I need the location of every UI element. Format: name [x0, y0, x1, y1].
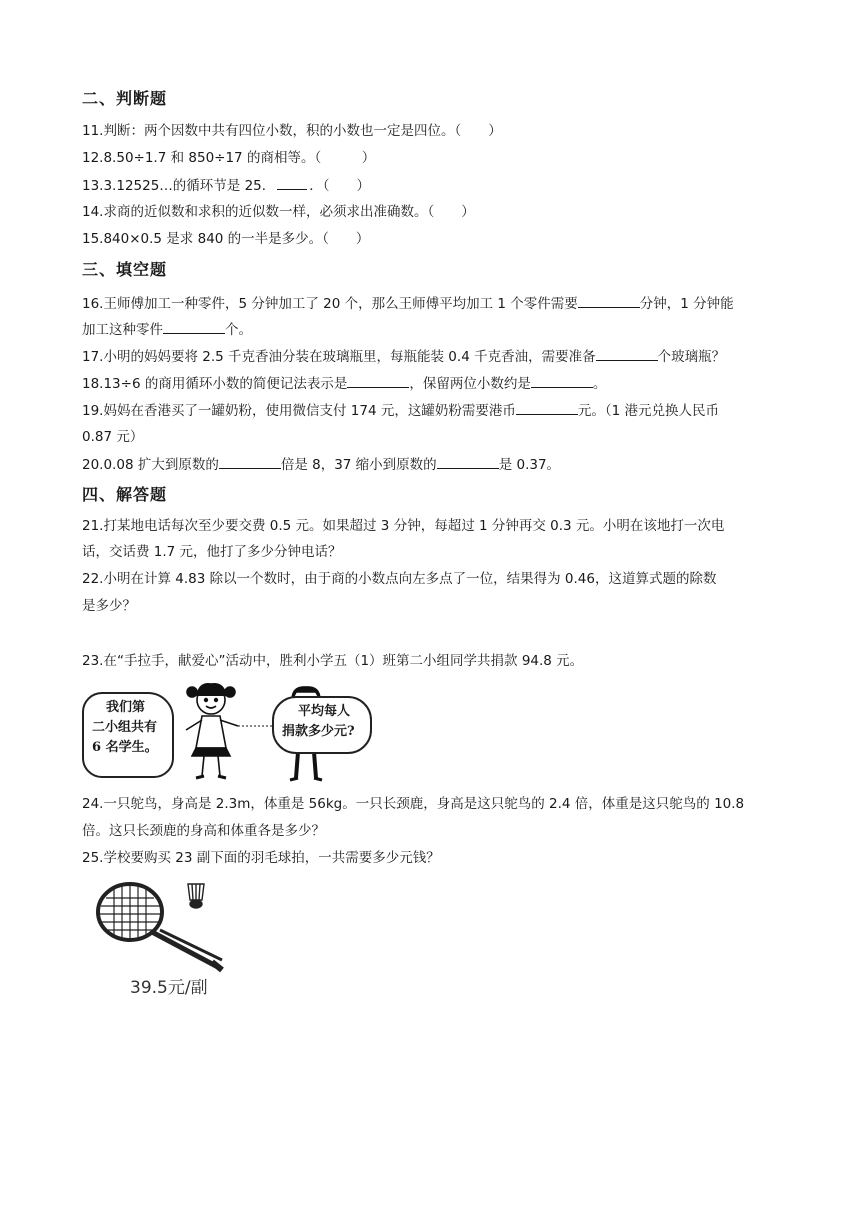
- bubble-left-line-2: 二小组共有: [92, 720, 158, 735]
- answer-blank[interactable]: [277, 176, 307, 190]
- question-24-line-1: 24.一只鸵鸟，身高是 2.3m，体重是 56kg。一只长颈鹿，身高是这只鸵鸟的 2.4 倍，体重是这只鸵鸟的 10.8: [82, 796, 745, 812]
- question-16-line-2: [82, 320, 252, 339]
- question-12: 12.8.50÷1.7 和 850÷17 的商相等。（ ）: [82, 150, 376, 166]
- section-title-fill: 三、填空题: [82, 260, 168, 279]
- bubble-right-line-2: 捐款多少元?: [282, 724, 355, 739]
- question-22-line-1: 22.小明在计算 4.83 除以一个数时，由于商的小数点向左多点了一位，结果得为 0.46，这道算式题的除数: [82, 571, 717, 587]
- question-13-text-a: 13.3.12525…的循环节是 25．: [82, 178, 276, 194]
- question-16-text-b: 分钟，1 分钟能: [639, 296, 734, 312]
- answer-blank[interactable]: [596, 347, 658, 361]
- badminton-racket-illustration: [92, 878, 232, 974]
- question-17-text-a: 17.小明的妈妈要将 2.5 千克香油分装在玻璃瓶里，每瓶能装 0.4 千克香油，需要准备: [82, 349, 596, 365]
- section-title-judge: 二、判断题: [82, 89, 168, 108]
- question-16-text-c: 加工这种零件: [82, 322, 163, 338]
- question-25: 25.学校要购买 23 副下面的羽毛球拍，一共需要多少元钱？: [82, 850, 440, 866]
- section-title-solve: 四、解答题: [82, 485, 168, 504]
- shuttlecock-icon: [188, 884, 204, 908]
- answer-blank[interactable]: [531, 374, 593, 388]
- question-22-line-2: 是多少？: [82, 598, 136, 614]
- question-18: [82, 374, 606, 393]
- question-18-text-a: 18.13÷6 的商用循环小数的简便记法表示是: [82, 376, 348, 392]
- question-16-text-d: 个。: [225, 322, 252, 338]
- question-20: [82, 455, 560, 474]
- question-23: 23.在“手拉手，献爱心”活动中，胜利小学五（1）班第二小组同学共捐款 94.8 元。: [82, 653, 584, 669]
- question-21-line-1: 21.打某地电话每次至少要交费 0.5 元。如果超过 3 分钟，每超过 1 分钟再交 0.3 元。小明在该地打一次电: [82, 518, 725, 534]
- question-20-text-a: 20.0.08 扩大到原数的: [82, 457, 219, 473]
- question-15: 15.840×0.5 是求 840 的一半是多少。（ ）: [82, 231, 370, 247]
- question-16-line-1: [82, 294, 734, 313]
- question-13: [82, 176, 370, 195]
- racket-figure: [92, 878, 232, 998]
- question-19-line-2: 0.87 元）: [82, 429, 144, 445]
- bubble-right-line-1: 平均每人: [298, 704, 351, 719]
- question-19-text-a: 19.妈妈在香港买了一罐奶粉，使用微信支付 174 元，这罐奶粉需要港币: [82, 403, 516, 419]
- question-16-text-a: 16.王师傅加工一种零件，5 分钟加工了 20 个，那么王师傅平均加工 1 个零件需要: [82, 296, 578, 312]
- question-11: 11.判断：两个因数中共有四位小数，积的小数也一定是四位。（ ）: [82, 123, 502, 139]
- question-19-text-b: 元。（1 港元兑换人民币: [577, 403, 719, 419]
- question-24-line-2: 倍。这只长颈鹿的身高和体重各是多少？: [82, 823, 325, 839]
- children-speech-figure: [82, 678, 372, 786]
- bubble-left-line-1: 我们第: [106, 700, 146, 715]
- answer-blank[interactable]: [437, 455, 499, 469]
- question-18-text-c: 。: [592, 376, 607, 392]
- question-13-text-b: ．（ ）: [309, 178, 371, 194]
- question-17: [82, 347, 725, 366]
- bubble-left-line-3: 6 名学生。: [92, 740, 158, 755]
- speech-bubble-left: [82, 692, 174, 778]
- question-20-text-b: 倍是 8，37 缩小到原数的: [280, 457, 437, 473]
- racket-price-label: 39.5元/副: [130, 978, 208, 998]
- answer-blank[interactable]: [516, 401, 578, 415]
- question-19-line-1: [82, 401, 719, 420]
- question-18-text-b: ，保留两位小数约是: [409, 376, 531, 392]
- question-20-text-c: 是 0.37。: [498, 457, 561, 473]
- answer-blank[interactable]: [578, 294, 640, 308]
- girl-figure: [186, 684, 238, 778]
- answer-blank[interactable]: [219, 455, 281, 469]
- speech-bubble-right: [272, 696, 372, 754]
- answer-blank[interactable]: [347, 374, 409, 388]
- answer-blank[interactable]: [163, 320, 225, 334]
- question-21-line-2: 话，交话费 1.7 元，他打了多少分钟电话？: [82, 544, 342, 560]
- question-14: 14.求商的近似数和求积的近似数一样，必须求出准确数。（ ）: [82, 204, 475, 220]
- question-17-text-b: 个玻璃瓶？: [657, 349, 726, 365]
